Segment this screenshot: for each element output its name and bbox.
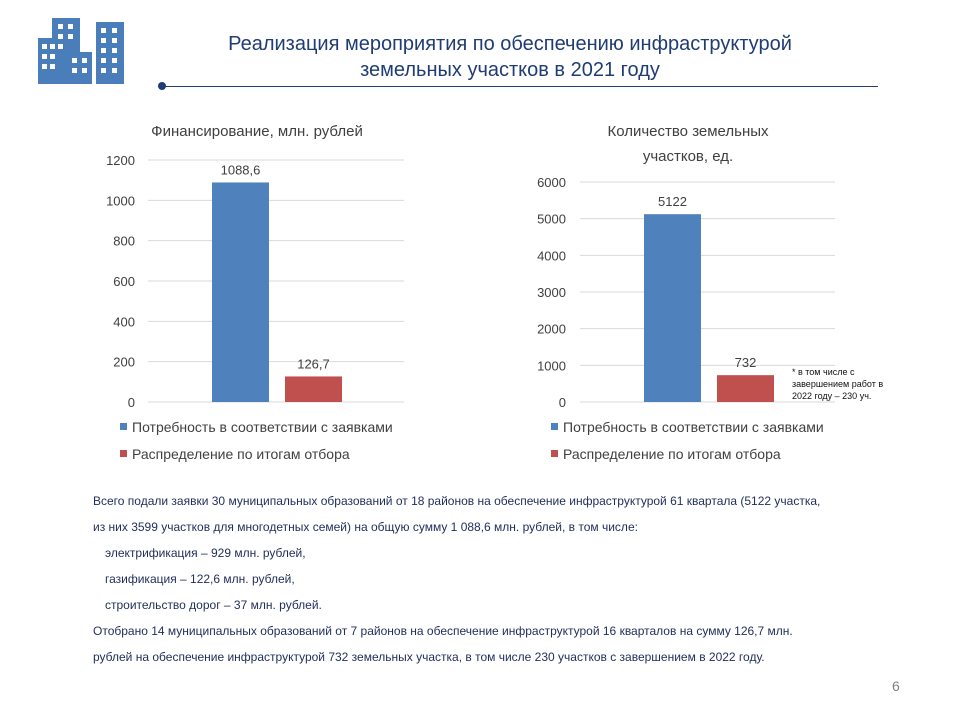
bar xyxy=(644,214,701,402)
legend-swatch xyxy=(551,450,558,457)
summary-line: строительство дорог – 37 млн. рублей. xyxy=(105,598,322,612)
data-label: 1088,6 xyxy=(220,162,261,178)
legend-label: Распределение по итогам отбора xyxy=(132,446,350,462)
y-tick-label: 1200 xyxy=(106,153,135,168)
page-number: 6 xyxy=(892,678,900,694)
legend-swatch xyxy=(551,423,558,430)
summary-line: электрификация – 929 млн. рублей, xyxy=(105,546,306,560)
data-label: 5122 xyxy=(658,194,687,210)
chart-title: Финансирование, млн. рублей xyxy=(151,123,363,140)
bar xyxy=(717,375,774,402)
legend-label: Потребность в соответствии с заявками xyxy=(563,419,824,435)
summary-text xyxy=(93,488,913,670)
y-tick-label: 400 xyxy=(113,314,135,330)
y-tick-label: 0 xyxy=(127,395,135,410)
chart-annotation xyxy=(792,366,902,402)
summary-line: Отобрано 14 муниципальных образований от 7 районов на обеспечение инфраструктурой 16 кварталов на сумму 126,7 млн. xyxy=(93,624,793,638)
summary-line: газификация – 122,6 млн. рублей, xyxy=(105,572,295,586)
legend-label: Потребность в соответствии с заявками xyxy=(132,419,393,435)
bar xyxy=(212,182,269,402)
title-line-1: Реализация мероприятия по обеспечению инфраструктурой xyxy=(228,33,792,55)
y-tick-label: 800 xyxy=(113,233,135,249)
y-tick-label: 3000 xyxy=(537,285,566,300)
y-tick-label: 4000 xyxy=(537,248,566,264)
title-line-2: земельных участков в 2021 году xyxy=(360,59,660,81)
y-tick-label: 200 xyxy=(113,354,135,370)
y-tick-label: 1000 xyxy=(537,358,566,374)
data-label: 732 xyxy=(734,355,757,371)
bar xyxy=(285,376,342,402)
legend-label: Распределение по итогам отбора xyxy=(563,446,781,462)
y-tick-label: 1000 xyxy=(106,193,135,209)
chart-title: Количество земельных xyxy=(607,123,769,140)
summary-line: Всего подали заявки 30 муниципальных образований от 18 районов на обеспечение инфраструктурой 61 квартала (5122 участка, xyxy=(93,494,821,508)
annotation-line: завершением работ в xyxy=(792,379,884,389)
summary-line: из них 3599 участков для многодетных семей) на общую сумму 1 088,6 млн. рублей, в том числе: xyxy=(93,520,638,534)
y-tick-label: 0 xyxy=(558,395,566,410)
summary-line: рублей на обеспечение инфраструктурой 732 земельных участка, в том числе 230 участков с завершением в 2022 году. xyxy=(93,650,765,664)
y-tick-label: 2000 xyxy=(537,321,566,337)
y-tick-label: 5000 xyxy=(537,211,566,227)
chart-title: участков, ед. xyxy=(642,148,734,165)
legend-swatch xyxy=(120,450,127,457)
y-tick-label: 6000 xyxy=(537,175,566,190)
annotation-line: * в том числе с xyxy=(792,367,855,377)
legend-swatch xyxy=(120,423,127,430)
y-tick-label: 600 xyxy=(113,274,135,289)
annotation-line: 2022 году – 230 уч. xyxy=(792,391,872,401)
data-label: 126,7 xyxy=(297,356,330,372)
